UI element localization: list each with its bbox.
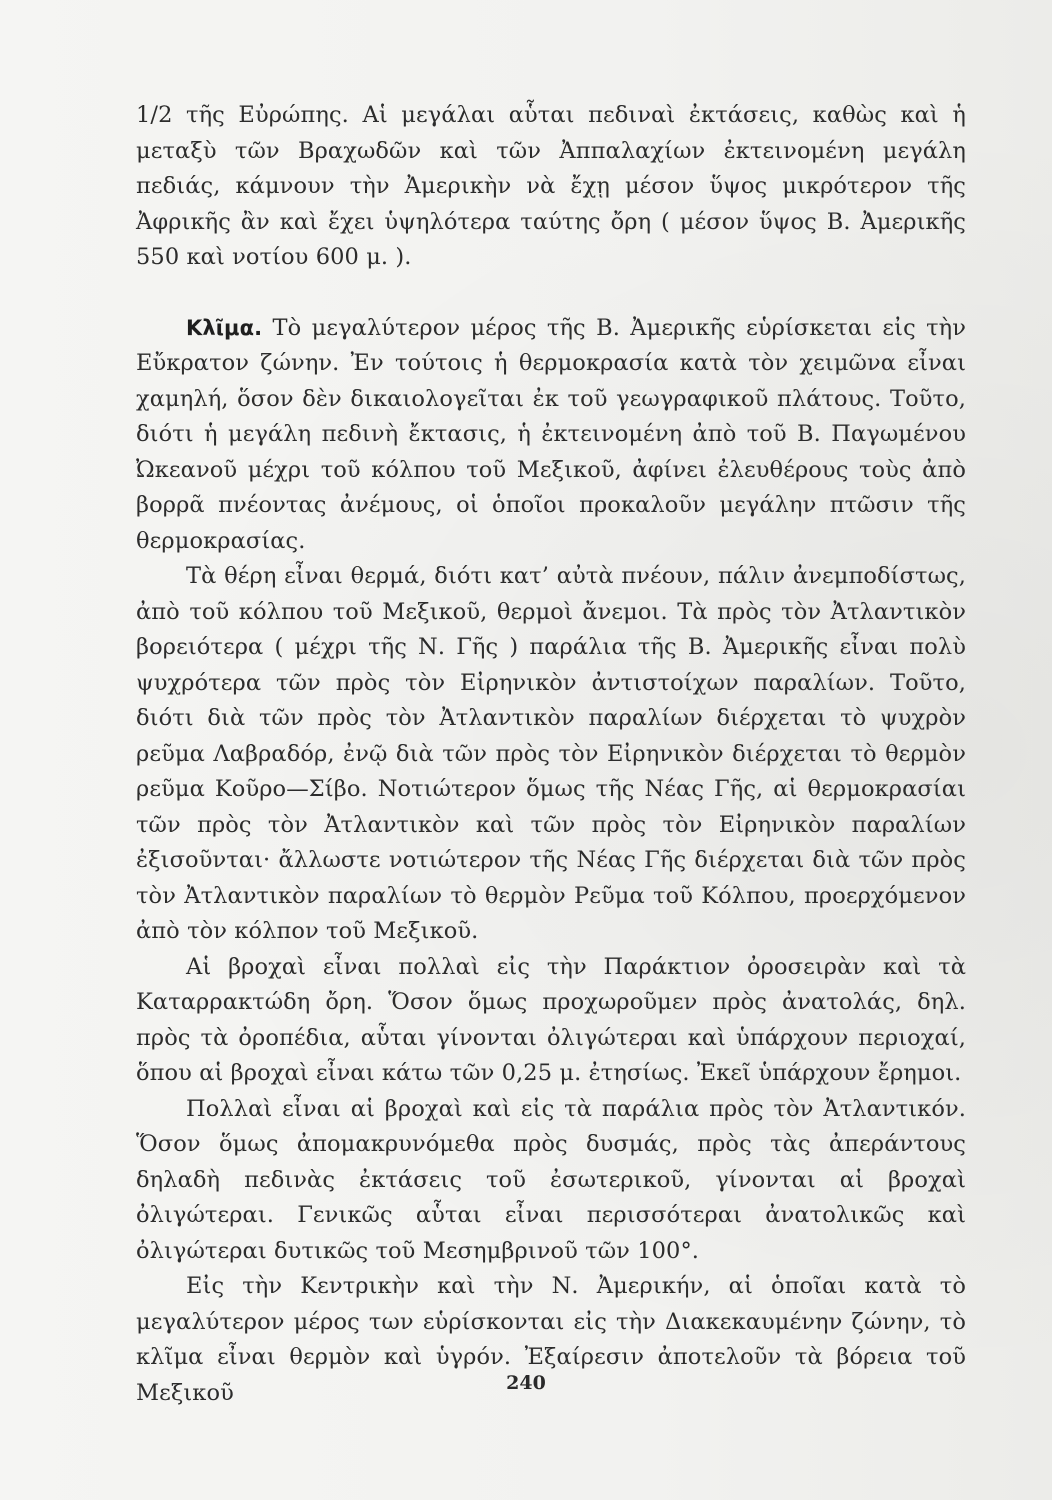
paragraph-continuation: 1/2 τῆς Εὐρώπης. Αἱ μεγάλαι αὗται πεδιναὶ ἐκτάσεις, καθὼς καὶ ἡ μεταξὺ τῶν Βραχωδῶν καὶ τῶν Ἀππαλαχίων ἐκτεινομένη μεγάλη πεδιάς, κάμνουν τὴν Ἀμερικὴν νὰ ἔχῃ μέσον ὕψος μικρότερον τῆς Ἀφρικῆς ἂν καὶ ἔχει ὑψηλότερα ταύτης ὄρη ( μέσον ὕψος Β. Ἀμερικῆς 550 καὶ νοτίου 600 μ. ). — [136, 102, 966, 270]
paragraph-rains-east: Πολλαὶ εἶναι αἱ βροχαὶ καὶ εἰς τὰ παράλια πρὸς τὸν Ἀτλαντικόν. Ὅσον ὅμως ἀπομακρυνόμεθα πρὸς δυσμάς, πρὸς τὰς ἀπεράντους δηλαδὴ πεδινὰς ἐκτάσεις τοῦ ἐσωτερικοῦ, γίνονται αἱ βροχαὶ ὀλιγώτεραι. Γενικῶς αὗται εἶναι περισσότεραι ἀνατολικῶς καὶ ὀλιγώτεραι δυτικῶς τοῦ Μεσημβρινοῦ τῶν 100°. — [136, 1095, 966, 1264]
paragraph-central-south: Εἰς τὴν Κεντρικὴν καὶ τὴν Ν. Ἀμερικήν, αἱ ὁποῖαι κατὰ τὸ μεγαλύτερον μέρος των εὑρίσκονται εἰς τὴν Διακεκαυμένην ζώνην, τὸ κλῖμα εἶναι θερμὸν καὶ ὑγρόν. Ἐξαίρεσιν ἀποτελοῦν τὰ βόρεια τοῦ Μεξικοῦ — [136, 1273, 966, 1406]
paragraph-rains-west: Αἱ βροχαὶ εἶναι πολλαὶ εἰς τὴν Παράκτιον ὀροσειρὰν καὶ τὰ Καταρρακτώδη ὄρη. Ὅσον ὅμως προχωροῦμεν πρὸς ἀνατολάς, δηλ. πρὸς τὰ ὀροπέδια, αὗται γίνονται ὀλιγώτεραι καὶ ὑπάρχουν περιοχαί, ὅπου αἱ βροχαὶ εἶναι κάτω τῶν 0,25 μ. ἐτησίως. Ἐκεῖ ὑπάρχουν ἔρημοι. — [136, 953, 966, 1086]
section-heading-climate: Κλῖμα. — [186, 315, 263, 340]
paragraph-climate-text: Τὸ μεγαλύτερον μέρος τῆς Β. Ἀμερικῆς εὑρίσκεται εἰς τὴν Εὔκρατον ζώνην. Ἐν τούτοις ἡ θερμοκρασία κατὰ τὸν χειμῶνα εἶναι χαμηλή, ὅσον δὲν δικαιολογεῖται ἐκ τοῦ γεωγραφικοῦ πλάτους. Τοῦτο, διότι ἡ μεγάλη πεδινὴ ἔκτασις, ἡ ἐκτεινομένη ἀπὸ τοῦ Β. Παγωμένου Ὠκεανοῦ μέχρι τοῦ κόλπου τοῦ Μεξικοῦ, ἀφίνει ἐλευθέρους τοὺς ἀπὸ βορρᾶ πνέοντας ἀνέμους, οἱ ὁποῖοι προκαλοῦν μεγάλην πτῶσιν τῆς θερμοκρασίας. — [136, 314, 966, 554]
body-text — [136, 98, 966, 1411]
paragraph-summers: Τὰ θέρη εἶναι θερμά, διότι κατ’ αὐτὰ πνέουν, πάλιν ἀνεμποδίστως, ἀπὸ τοῦ κόλπου τοῦ Μεξικοῦ, θερμοὶ ἄνεμοι. Τὰ πρὸς τὸν Ἀτλαντικὸν βορειότερα ( μέχρι τῆς Ν. Γῆς ) παράλια τῆς Β. Ἀμερικῆς εἶναι πολὺ ψυχρότερα τῶν πρὸς τὸν Εἰρηνικὸν ἀντιστοίχων παραλίων. Τοῦτο, διότι διὰ τῶν πρὸς τὸν Ἀτλαντικὸν παραλίων διέρχεται τὸ ψυχρὸν ρεῦμα Λαβραδόρ, ἐνῷ διὰ τῶν πρὸς τὸν Εἰρηνικὸν διέρχεται τὸ θερμὸν ρεῦμα Κοῦρο—Σίβο. Νοτιώτερον ὅμως τῆς Νέας Γῆς, αἱ θερμοκρασίαι τῶν πρὸς τὸν Ἀτλαντικὸν καὶ τῶν πρὸς τὸν Εἰρηνικὸν παραλίων ἐξισοῦνται· ἄλλωστε νοτιώτερον τῆς Νέας Γῆς διέρχεται διὰ τῶν πρὸς τὸν Ἀτλαντικὸν παραλίων τὸ θερμὸν Ρεῦμα τοῦ Κόλπου, προερχόμενον ἀπὸ τὸν κόλπον τοῦ Μεξικοῦ. — [136, 563, 966, 944]
page-number: 240 — [506, 1372, 546, 1394]
paragraph-climate — [136, 311, 966, 560]
